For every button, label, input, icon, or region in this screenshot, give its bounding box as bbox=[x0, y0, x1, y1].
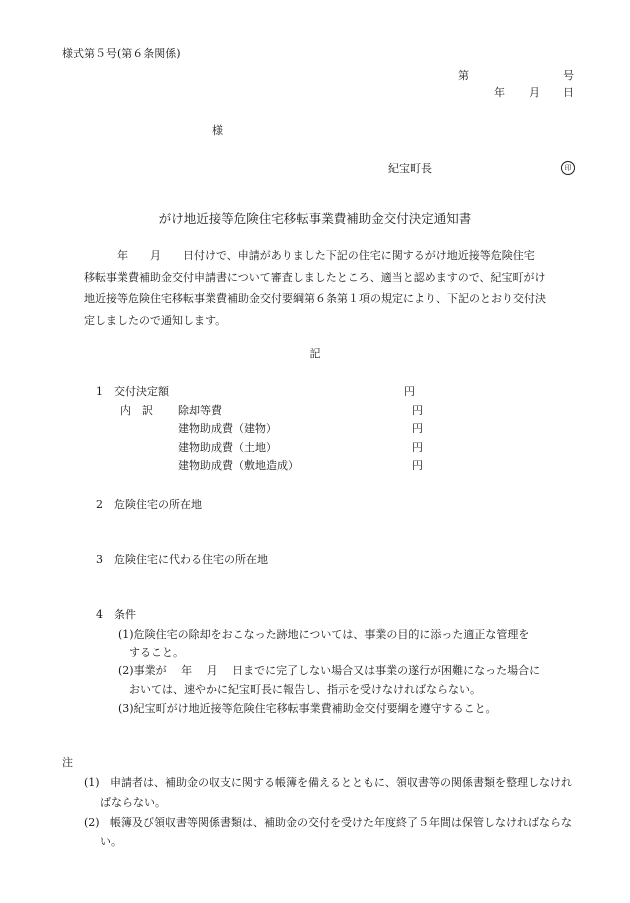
item2-label: 危険住宅の所在地 bbox=[114, 498, 202, 511]
condition-line: (3)紀宝町がけ地近接等危険住宅移転事業費補助金交付要綱を遵守すること。 bbox=[118, 702, 497, 715]
breakdown-row-unit: 円 bbox=[412, 459, 423, 472]
addressee-honorific: 様 bbox=[212, 124, 223, 137]
note-marker: (2) bbox=[84, 816, 100, 829]
intro-line: 移転事業費補助金交付申請書について審査しましたところ、適当と認めますので、紀宝町がけ bbox=[84, 270, 546, 284]
note-line: 帳簿及び領収書等関係書類は、補助金の交付を受けた年度終了５年間は保管しなければならな bbox=[110, 816, 572, 829]
condition-line: (1)危険住宅の除却をおこなった跡地については、事業の目的に添った適正な管理を bbox=[118, 628, 530, 641]
date-month: 月 bbox=[529, 86, 540, 99]
seal-icon: 印 bbox=[561, 161, 575, 175]
notes-heading: 注 bbox=[62, 756, 73, 769]
doc-number-prefix: 第 bbox=[458, 69, 469, 82]
breakdown-label: 内 訳 bbox=[120, 404, 153, 417]
document-title: がけ地近接等危険住宅移転事業費補助金交付決定通知書 bbox=[158, 211, 472, 226]
breakdown-row-label: 除却等費 bbox=[178, 404, 222, 417]
note-line: い。 bbox=[100, 835, 122, 848]
date-year: 年 bbox=[494, 86, 505, 99]
issuer-title: 紀宝町長 bbox=[388, 162, 432, 175]
item4-number: 4 bbox=[96, 608, 103, 621]
breakdown-row-label: 建物助成費（土地） bbox=[178, 441, 277, 454]
item3-label: 危険住宅に代わる住宅の所在地 bbox=[114, 553, 268, 566]
breakdown-row-label: 建物助成費（建物） bbox=[178, 422, 277, 435]
note-marker: (1) bbox=[84, 776, 100, 789]
form-label: 様式第５号(第６条関係) bbox=[62, 47, 181, 60]
condition-line: すること。 bbox=[118, 646, 184, 659]
intro-paragraph bbox=[84, 245, 594, 331]
date-day: 日 bbox=[563, 86, 574, 99]
intro-line: 地近接等危険住宅移転事業費補助金交付要綱第６条第１項の規定により、下記のとおり交付決 bbox=[84, 292, 546, 305]
item1-label: 交付決定額 bbox=[114, 385, 169, 398]
ki-heading: 記 bbox=[309, 347, 321, 360]
breakdown-row-unit: 円 bbox=[412, 441, 423, 454]
condition-line: (2)事業が 年 月 日までに完了しない場合又は事業の遂行が困難になった場合に bbox=[118, 664, 541, 677]
item4-label: 条件 bbox=[114, 608, 136, 621]
item1-number: 1 bbox=[96, 385, 103, 398]
breakdown-row-unit: 円 bbox=[412, 404, 423, 417]
note-line: 申請者は、補助金の収支に関する帳簿を備えるとともに、領収書等の関係書類を整理しなけれ bbox=[110, 776, 572, 789]
breakdown-row-label: 建物助成費（敷地造成） bbox=[178, 459, 299, 472]
item2-number: 2 bbox=[96, 498, 103, 511]
breakdown-row-unit: 円 bbox=[412, 422, 423, 435]
intro-line: 年 月 日付けで、申請がありました下記の住宅に関するがけ地近接等危険住宅 bbox=[84, 249, 535, 262]
issuer-seal-mark bbox=[561, 161, 575, 175]
intro-line: 定しましたので通知します。 bbox=[84, 313, 227, 327]
doc-number-suffix: 号 bbox=[563, 69, 574, 82]
note-line: ばならない。 bbox=[100, 796, 166, 809]
item3-number: 3 bbox=[96, 553, 103, 566]
condition-line: おいては、速やかに紀宝町長に報告し、指示を受けなければならない。 bbox=[118, 683, 481, 696]
item1-unit: 円 bbox=[404, 385, 415, 398]
